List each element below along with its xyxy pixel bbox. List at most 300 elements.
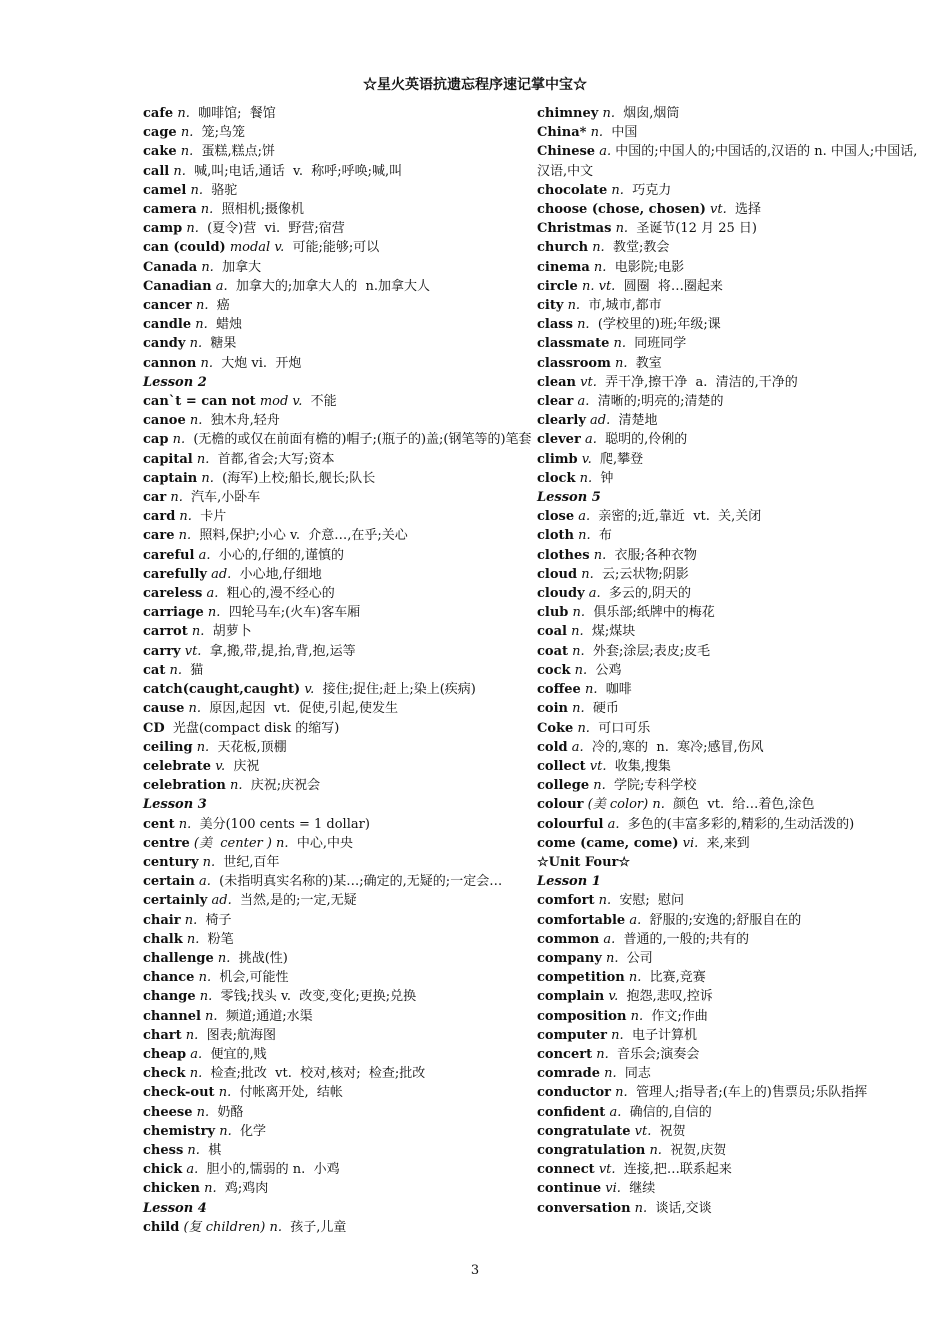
entry-definition: 教堂;教会: [612, 240, 670, 256]
entry-pos: n.: [177, 106, 190, 121]
entry-pos: modal v.: [229, 240, 285, 256]
entry-word: concert: [537, 1046, 593, 1062]
entry-word: common: [537, 931, 600, 947]
entry-word: can (could): [143, 240, 226, 256]
entry-definition: 爬,攀登: [599, 451, 644, 467]
entry-definition: 大炮 vi. 开炮: [221, 355, 302, 371]
entry-definition: 粉笔: [207, 931, 234, 947]
entry-word: connect: [537, 1162, 595, 1178]
vocab-entry: [143, 1218, 523, 1237]
vocab-entry: [537, 411, 922, 430]
vocab-entry: [537, 450, 922, 469]
vocab-entry: [143, 546, 523, 565]
entry-word: cause: [143, 701, 185, 717]
vocab-entry: [537, 104, 922, 123]
vocab-entry: [537, 373, 922, 392]
vocab-entry: [537, 603, 922, 622]
entry-pos: ad.: [211, 893, 232, 909]
entry-definition: 癌: [216, 298, 230, 314]
entry-word: cafe: [143, 106, 174, 121]
entry-pos: n.: [572, 605, 586, 621]
entry-word: can`t = can not: [143, 394, 256, 410]
entry-definition: 蜡烛: [216, 317, 243, 333]
entry-definition: 奶酪: [217, 1104, 244, 1120]
vocab-entry: [537, 565, 922, 584]
entry-definition: 棋: [208, 1142, 222, 1158]
entry-pos: n.: [207, 605, 221, 621]
entry-definition: 继续: [629, 1181, 656, 1197]
vocab-entry: [143, 815, 523, 834]
entry-pos: n.: [200, 202, 214, 218]
entry-word: certain: [143, 874, 195, 890]
entry-pos: n.: [579, 470, 593, 486]
entry-definition: 巧克力: [632, 182, 672, 198]
entry-definition: 祝贺,庆贺: [670, 1142, 727, 1158]
entry-word: carefully: [143, 566, 207, 582]
entry-definition: 俱乐部;纸牌中的梅花: [593, 605, 715, 621]
entry-definition: 图表;航海图: [206, 1027, 276, 1043]
entry-word: chance: [143, 970, 195, 986]
entry-definition: 管理人;指导者;(车上的)售票员;乐队指挥: [635, 1085, 868, 1101]
entry-pos: n.: [606, 950, 619, 966]
entry-word: cake: [143, 144, 177, 160]
vocab-entry: [143, 872, 523, 891]
entry-definition: 美分(100 cents = 1 dollar): [199, 816, 370, 832]
entry-word: conversation: [537, 1200, 631, 1216]
entry-pos: a.: [603, 931, 616, 947]
entry-pos: n.: [217, 950, 231, 966]
entry-word: candle: [143, 317, 192, 333]
vocab-entry: [143, 930, 523, 949]
entry-pos: n.: [198, 970, 212, 986]
entry-pos: a.: [584, 432, 597, 448]
entry-definition: 粗心的,漫不经心的: [226, 586, 335, 602]
vocab-entry: [537, 277, 922, 296]
entry-word: colour: [537, 797, 584, 813]
entry-word: car: [143, 490, 167, 506]
entry-definition: 拿,搬,带,提,抬,背,抱,运等: [209, 643, 356, 659]
vocab-entry: [143, 123, 523, 142]
vocab-entry: [537, 719, 922, 738]
entry-definition: 骆驼: [211, 182, 238, 198]
vocab-entry: [143, 1103, 523, 1122]
vocab-entry: [143, 315, 523, 334]
entry-definition: 衣服;各种衣物: [614, 547, 697, 563]
entry-word: certainly: [143, 893, 208, 909]
entry-pos: n.: [615, 1085, 628, 1101]
vocab-entry: [143, 1045, 523, 1064]
vocab-entry: [537, 661, 922, 680]
entry-pos: a.: [206, 586, 219, 602]
vocab-entry: [143, 334, 523, 353]
vocab-entry: [143, 757, 523, 776]
vocab-entry: [143, 891, 523, 910]
entry-pos: n.: [196, 1104, 210, 1120]
vocab-entry: [537, 1103, 922, 1122]
entry-definition: 教室: [635, 355, 662, 371]
entry-pos: n.: [202, 854, 216, 870]
entry-definition: 来,来到: [706, 835, 750, 851]
vocab-entry: [537, 200, 922, 219]
unit-label: ☆Unit Four☆: [537, 854, 631, 870]
vocab-entry: [537, 1045, 922, 1064]
entry-pos: n.: [590, 125, 604, 141]
entry-word: computer: [537, 1027, 608, 1043]
entry-pos: a.: [215, 278, 228, 294]
entry-pos: a.: [186, 1162, 199, 1178]
entry-definition: 喊,叫;电话,通话 v. 称呼;呼唤;喊,叫: [194, 163, 403, 179]
entry-definition: 比赛,竞赛: [649, 970, 706, 986]
vocab-entry: [537, 1064, 922, 1083]
entry-definition: 圣诞节(12 月 25 日): [636, 221, 757, 237]
entry-pos: n.: [593, 259, 607, 275]
vocab-entry: [537, 834, 922, 853]
entry-word: challenge: [143, 950, 214, 966]
entry-definition: 云;云状物;阴影: [602, 566, 689, 582]
entry-definition: 市,城市,都市: [588, 298, 662, 314]
entry-pos: n.: [596, 1046, 609, 1062]
entry-definition: 频道;通道;水渠: [225, 1008, 313, 1024]
entry-pos: vi.: [605, 1181, 621, 1197]
entry-pos: n.: [571, 624, 584, 640]
entry-pos: vt.: [580, 374, 597, 390]
entry-word: capital: [143, 451, 193, 467]
entry-definition: 世纪,百年: [223, 854, 280, 870]
entry-word: conductor: [537, 1085, 612, 1101]
entry-pos: v.: [581, 451, 592, 467]
entry-definition: 挑战(性): [238, 950, 288, 966]
entry-word: chimney: [537, 106, 599, 121]
entry-pos: n. vt.: [581, 278, 616, 294]
entry-pos: n.: [219, 1123, 232, 1139]
vocab-entry: [143, 853, 523, 872]
entry-definition: 舒服的;安逸的;舒服自在的: [649, 912, 802, 928]
entry-word: coin: [537, 701, 568, 717]
vocab-entry: [143, 1160, 523, 1179]
entry-word: Chinese: [537, 144, 596, 160]
entry-definition: 弄干净,擦干净 a. 清洁的,干净的: [605, 374, 798, 390]
entry-definition: 确信的,自信的: [629, 1104, 712, 1120]
vocab-entry: [537, 507, 922, 526]
vocab-entry: [143, 181, 523, 200]
entry-pos: n.: [577, 317, 590, 333]
vocab-entry: [143, 834, 523, 853]
entry-word: clear: [537, 394, 574, 410]
entry-definition: 外套;涂层;表皮;皮毛: [592, 643, 711, 659]
entry-pos: a.: [198, 547, 211, 563]
entry-definition: 加拿大: [222, 259, 262, 275]
vocab-entry: [537, 757, 922, 776]
entry-pos: n.: [578, 528, 591, 544]
vocab-entry: [143, 987, 523, 1006]
entry-word: clever: [537, 432, 581, 448]
entry-word: coffee: [537, 682, 581, 698]
vocab-entry: [537, 584, 922, 603]
entry-definition: 作文;作曲: [651, 1008, 708, 1024]
vocab-entry: [537, 622, 922, 641]
entry-pos: n.: [188, 701, 202, 717]
entry-definition: 硬币: [592, 701, 619, 717]
vocab-entry: [537, 1141, 922, 1160]
entry-pos: n.: [613, 336, 627, 352]
entry-definition: 笼;鸟笼: [201, 125, 246, 141]
entry-pos: n.: [195, 298, 209, 314]
entry-pos: n.: [205, 1008, 218, 1024]
vocab-entry: [143, 603, 523, 622]
entry-pos: v.: [215, 758, 226, 774]
lesson-heading: [143, 795, 523, 814]
entry-definition: 可能;能够;可以: [292, 240, 380, 256]
entry-word: comrade: [537, 1066, 600, 1082]
entry-pos: n.: [572, 643, 585, 659]
entry-definition: 中心,中央: [296, 835, 353, 851]
entry-pos: n.: [229, 778, 243, 794]
vocab-entry: [537, 776, 922, 795]
entry-definition: 中国: [611, 125, 638, 141]
entry-word: club: [537, 605, 569, 621]
entry-pos: v.: [304, 682, 315, 698]
entry-definition: 便宜的,贱: [210, 1046, 267, 1062]
entry-definition: 椅子: [205, 912, 232, 928]
entry-definition: 谈话,交谈: [655, 1200, 712, 1216]
vocab-entry: [537, 123, 922, 142]
lesson-label: Lesson 3: [143, 797, 207, 813]
entry-word: Coke: [537, 720, 574, 736]
entry-definition: 四轮马车;(火车)客车厢: [228, 605, 361, 621]
entry-definition: 光盘(compact disk 的缩写): [172, 720, 340, 736]
entry-word: carrot: [143, 624, 188, 640]
vocab-entry: [143, 776, 523, 795]
entry-pos: n.: [169, 662, 182, 678]
entry-word: celebrate: [143, 758, 212, 774]
entry-word: confident: [537, 1104, 606, 1120]
vocab-entry: [143, 142, 523, 161]
entry-word: celebration: [143, 778, 226, 794]
entry-definition: 检查;批改 vt. 校对,核对; 检查;批改: [210, 1066, 426, 1082]
entry-word: cloth: [537, 528, 574, 544]
entry-pos: ad.: [211, 566, 232, 582]
vocab-entry: [537, 430, 922, 449]
entry-word: cannon: [143, 355, 197, 371]
entry-pos: a.: [571, 739, 584, 755]
entry-pos: n.: [186, 931, 200, 947]
entry-word: composition: [537, 1008, 627, 1024]
entry-definition: (夏令)营 vi. 野营;宿营: [207, 221, 345, 237]
entry-definition: (无檐的或仅在前面有檐的)帽子;(瓶子的)盖;(钢笔等的)笔套: [193, 432, 532, 448]
vocab-entry: [537, 795, 922, 814]
vocab-entry: [143, 354, 523, 373]
entry-word: clearly: [537, 413, 586, 429]
entry-definition: 同志: [624, 1066, 651, 1082]
vocab-entry: [537, 680, 922, 699]
vocab-entry: [143, 680, 523, 699]
entry-pos: n.: [649, 1142, 662, 1158]
entry-pos: n.: [615, 221, 629, 237]
vocab-entry: [143, 565, 523, 584]
entry-word: change: [143, 989, 196, 1005]
entry-definition: 猫: [190, 662, 204, 678]
entry-pos: vi.: [682, 835, 699, 851]
entry-word: come (came, come): [537, 835, 679, 851]
entry-pos: a.: [629, 912, 642, 928]
entry-definition: 收集,搜集: [614, 758, 671, 774]
vocab-entry: [143, 238, 523, 257]
entry-definition: 同班同学: [634, 336, 687, 352]
entry-pos: a.: [577, 394, 590, 410]
vocab-entry: [537, 1160, 922, 1179]
entry-definition: 天花板,顶棚: [217, 739, 287, 755]
page-number: 3: [470, 1263, 480, 1278]
entry-word: cloud: [537, 566, 578, 582]
vocab-entry: [143, 1064, 523, 1083]
entry-word: colourful: [537, 816, 604, 832]
entry-definition: 原因,起因 vt. 促使,引起,使发生: [209, 701, 398, 717]
lesson-label: Lesson 5: [537, 490, 601, 506]
entry-pos: n.: [567, 298, 581, 314]
vocab-entry: [537, 181, 922, 200]
entry-definition: 庆祝: [233, 758, 260, 774]
entry-pos: n.: [195, 317, 208, 333]
entry-pos: n.: [577, 720, 590, 736]
entry-word: carry: [143, 643, 181, 659]
entry-word: CD: [143, 720, 165, 736]
entry-definition: 咖啡: [605, 682, 632, 698]
vocab-entry: [537, 891, 922, 910]
lesson-label: Lesson 1: [537, 874, 601, 890]
entry-pos: n.: [185, 1027, 199, 1043]
entry-pos: n.: [598, 893, 612, 909]
vocab-entry: [537, 815, 922, 834]
entry-word: century: [143, 854, 199, 870]
entry-definition: 不能: [310, 394, 337, 410]
right-column: [537, 104, 922, 1218]
entry-definition: 加拿大的;加拿大人的 n.加拿大人: [235, 278, 431, 294]
entry-definition: 鸡;鸡肉: [224, 1181, 269, 1197]
entry-pos: n.: [574, 662, 588, 678]
vocab-entry: [537, 699, 922, 718]
entry-definition: 蛋糕,糕点;饼: [201, 144, 276, 160]
entry-word: check: [143, 1066, 186, 1082]
entry-definition: 多色的(丰富多彩的,精彩的,生动活泼的): [627, 816, 855, 832]
entry-word: clean: [537, 374, 576, 390]
entry-word: care: [143, 528, 175, 544]
entry-definition: 汽车,小卧车: [191, 490, 261, 506]
entry-pos: n.: [179, 509, 192, 525]
lesson-heading: [143, 1199, 523, 1218]
entry-pos: vt.: [589, 758, 607, 774]
entry-word: cinema: [537, 259, 590, 275]
entry-word: child: [143, 1219, 180, 1235]
entry-word: Christmas: [537, 221, 612, 237]
vocab-entry: [143, 949, 523, 968]
vocab-entry: [537, 949, 922, 968]
entry-definition: 祝贺: [659, 1123, 686, 1139]
vocab-entry: [537, 315, 922, 334]
entry-word: canoe: [143, 413, 186, 429]
entry-word: chart: [143, 1027, 182, 1043]
entry-definition: 多云的,阴天的: [608, 586, 692, 602]
entry-word: class: [537, 317, 573, 333]
vocab-entry: [143, 584, 523, 603]
entry-word: carriage: [143, 605, 204, 621]
vocab-entry: [143, 1007, 523, 1026]
entry-pos: n.: [572, 701, 585, 717]
vocab-entry: [143, 258, 523, 277]
entry-pos: (复 children) n.: [183, 1219, 282, 1235]
entry-pos: n.: [604, 1066, 617, 1082]
entry-pos: a.: [578, 509, 591, 525]
vocab-entry: [537, 469, 922, 488]
entry-pos: n.: [199, 989, 213, 1005]
entry-word: cock: [537, 662, 571, 678]
entry-pos: a.: [599, 144, 612, 160]
vocab-entry: [143, 507, 523, 526]
entry-pos: n.: [178, 816, 192, 832]
entry-definition: 音乐会;演奏会: [617, 1046, 700, 1062]
entry-definition: 小心地,仔细地: [239, 566, 322, 582]
entry-pos: n.: [187, 1142, 200, 1158]
entry-definition: 照相机;摄像机: [221, 202, 304, 218]
entry-pos: n.: [201, 470, 214, 486]
entry-word: comfortable: [537, 912, 626, 928]
entry-word: chocolate: [537, 182, 608, 198]
vocab-entry: [537, 142, 922, 180]
entry-word: chicken: [143, 1181, 200, 1197]
lesson-heading: [537, 488, 922, 507]
entry-word: Canadian: [143, 278, 212, 294]
entry-definition: 亲密的;近,靠近 vt. 关,关闭: [598, 509, 762, 525]
vocab-entry: [537, 1199, 922, 1218]
entry-word: choose (chose, chosen): [537, 202, 706, 218]
entry-definition: 首都,省会;大写;资本: [217, 451, 335, 467]
entry-definition: 中国的;中国人的;中国话的,汉语的 n. 中国人;中国话,汉语,中文: [537, 144, 918, 179]
entry-definition: 机会,可能性: [219, 970, 289, 986]
entry-definition: 公鸡: [595, 662, 622, 678]
entry-pos: n.: [634, 1200, 648, 1216]
vocab-entry: [143, 162, 523, 181]
entry-definition: 当然,是的;一定,无疑: [239, 893, 357, 909]
entry-pos: a.: [199, 874, 211, 890]
entry-pos: v.: [608, 989, 619, 1005]
entry-word: continue: [537, 1181, 602, 1197]
left-column: [143, 104, 532, 1237]
entry-definition: (学校里的)班;年级;课: [597, 317, 721, 333]
entry-word: city: [537, 298, 564, 314]
entry-word: camera: [143, 202, 197, 218]
vocab-entry: [537, 987, 922, 1006]
entry-word: cheap: [143, 1046, 187, 1062]
vocab-entry: [143, 277, 523, 296]
entry-definition: 付帐离开处, 结帐: [239, 1085, 343, 1101]
entry-word: collect: [537, 758, 586, 774]
entry-pos: n.: [592, 240, 605, 256]
vocab-entry: [143, 661, 523, 680]
entry-pos: n.: [186, 221, 199, 237]
entry-word: careful: [143, 547, 195, 563]
entry-definition: 选择: [735, 202, 762, 218]
entry-definition: 清晰的;明亮的;清楚的: [597, 394, 724, 410]
entry-definition: 聪明的,伶俐的: [605, 432, 688, 448]
entry-pos: n.: [190, 182, 203, 198]
entry-pos: mod v.: [259, 394, 303, 410]
entry-word: circle: [537, 278, 578, 294]
vocab-entry: [143, 200, 523, 219]
entry-definition: 卡片: [200, 509, 227, 525]
entry-word: cent: [143, 816, 175, 832]
entry-word: cheese: [143, 1104, 193, 1120]
vocab-entry: [537, 219, 922, 238]
vocab-entry: [537, 1026, 922, 1045]
